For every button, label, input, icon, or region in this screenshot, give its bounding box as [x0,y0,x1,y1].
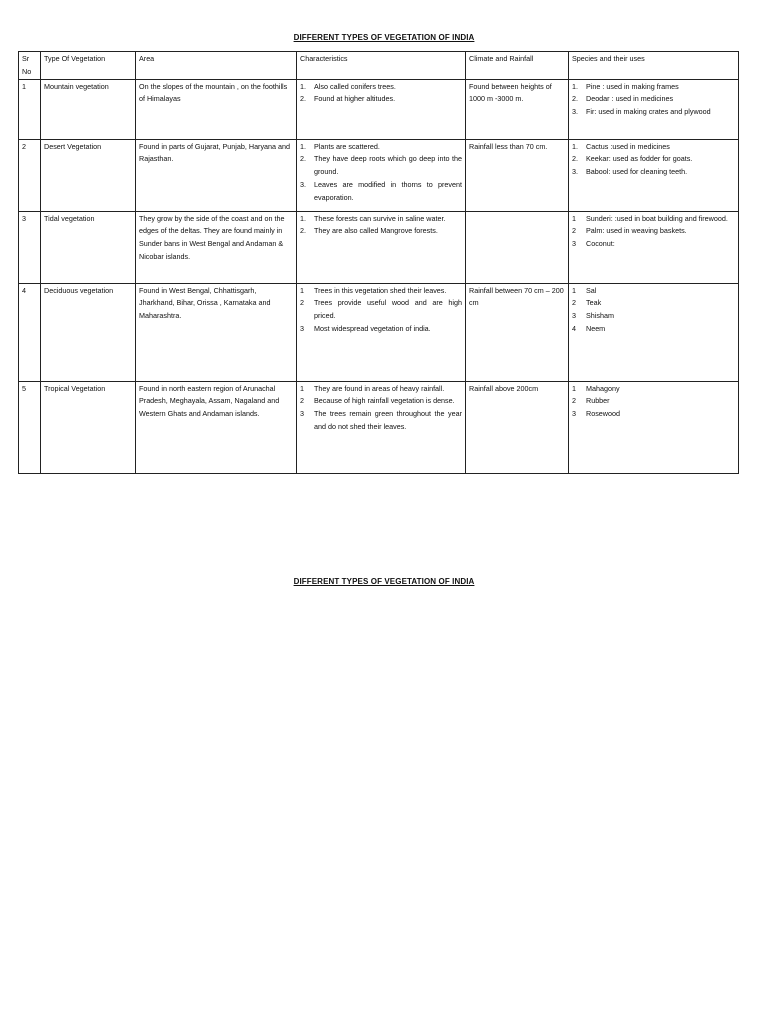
table-row [19,79,739,139]
list-item [572,383,735,396]
list-text: Found at higher altitudes. [314,94,396,104]
cell-area: They grow by the side of the coast and on the edges of the deltas. They are found mainly in Sunder bans in West Bengal and Andaman & Nicobar islands. [136,211,297,283]
list-item [572,285,735,298]
list-item [572,297,735,310]
list-text: These forests can survive in saline water. [314,213,446,223]
list-number: 3. [300,179,306,189]
cell-characteristics [297,283,466,381]
list-text: They are found in areas of heavy rainfall. [314,383,445,393]
list-item [300,395,462,408]
list-number: 3 [300,409,304,419]
list-text: Trees in this vegetation shed their leaves. [314,285,447,295]
list-item [300,141,462,154]
cell-species-list [572,141,735,179]
cell-characteristics-list [300,285,462,336]
list-text: Babool: used for cleaning teeth. [586,167,688,177]
list-item [300,93,462,106]
list-number: 2 [572,226,576,236]
cell-species [569,139,739,211]
list-item [572,93,735,106]
table-row [19,211,739,283]
list-text: They are also called Mangrove forests. [314,226,438,236]
list-number: 3. [572,107,578,117]
list-text: Sunderi: :used in boat building and firewood. [586,213,728,223]
list-text: Palm: used in weaving baskets. [586,226,687,236]
list-number: 1. [300,213,306,223]
list-number: 2. [572,154,578,164]
list-item [572,153,735,166]
list-text: Trees provide useful wood and are high priced. [314,298,462,321]
cell-sr-no: 3 [19,211,41,283]
list-number: 1 [572,383,576,393]
list-number: 3 [572,311,576,321]
list-item [300,408,462,434]
list-text: They have deep roots which go deep into the ground. [314,154,462,177]
list-text: Pine : used in making frames [586,81,679,91]
list-number: 2 [300,396,304,406]
cell-species [569,381,739,473]
list-number: 2 [572,396,576,406]
page-title: DIFFERENT TYPES OF VEGETATION OF INDIA [293,33,475,42]
header-species-uses: Species and their uses [569,52,739,80]
list-text: Because of high rainfall vegetation is dense. [314,396,455,406]
cell-species-list [572,81,735,119]
cell-climate-rainfall: Rainfall above 200cm [466,381,569,473]
table-row [19,283,739,381]
list-item [300,383,462,396]
cell-vegetation-type: Desert Vegetation [41,139,136,211]
list-item [300,153,462,179]
vegetation-table [18,51,739,474]
list-item [300,323,462,336]
list-text: Cactus :used in medicines [586,141,670,151]
list-number: 4 [572,323,576,333]
list-text: Rosewood [586,409,620,419]
list-number: 1 [572,285,576,295]
cell-vegetation-type: Deciduous vegetation [41,283,136,381]
header-characteristics: Characteristics [297,52,466,80]
list-text: Plants are scattered. [314,141,380,151]
list-number: 1 [300,383,304,393]
cell-characteristics [297,79,466,139]
cell-vegetation-type: Tidal vegetation [41,211,136,283]
cell-sr-no: 4 [19,283,41,381]
list-item [572,213,735,226]
list-text: Keekar: used as fodder for goats. [586,154,693,164]
list-number: 1. [572,81,578,91]
list-item [572,106,735,119]
cell-climate-rainfall: Rainfall less than 70 cm. [466,139,569,211]
cell-characteristics [297,381,466,473]
list-item [572,81,735,94]
list-number: 3 [572,409,576,419]
list-item [300,213,462,226]
list-text: Mahagony [586,383,620,393]
table-row [19,381,739,473]
cell-climate-rainfall: Rainfall between 70 cm – 200 cm [466,283,569,381]
cell-species [569,283,739,381]
list-item [572,323,735,336]
cell-area: Found in parts of Gujarat, Punjab, Haryana and Rajasthan. [136,139,297,211]
list-item [572,310,735,323]
list-number: 3 [572,239,576,249]
list-number: 2. [300,94,306,104]
cell-characteristics-list [300,141,462,205]
list-number: 2. [300,226,306,236]
table-header-row [19,52,739,80]
cell-characteristics-list [300,213,462,239]
list-number: 1. [572,141,578,151]
cell-area: Found in West Bengal, Chhattisgarh, Jharkhand, Bihar, Orissa , Karnataka and Maharashtra. [136,283,297,381]
list-number: 2 [300,298,304,308]
list-item [300,81,462,94]
cell-characteristics [297,211,466,283]
cell-sr-no: 1 [19,79,41,139]
list-text: Also called conifers trees. [314,81,396,91]
list-text: Fir: used in making crates and plywood [586,107,711,117]
list-text: The trees remain green throughout the year and do not shed their leaves. [314,409,462,431]
cell-area: Found in north eastern region of Arunachal Pradesh, Meghayala, Assam, Nagaland and Western Ghats and Andaman islands. [136,381,297,473]
cell-species [569,211,739,283]
list-item [300,225,462,238]
list-text: Deodar : used in medicines [586,94,674,104]
list-number: 2 [572,298,576,308]
list-item [572,238,735,251]
cell-species-list [572,383,735,421]
list-item [572,408,735,421]
list-text: Teak [586,298,602,308]
cell-sr-no: 2 [19,139,41,211]
list-text: Leaves are modified in thorns to prevent evaporation. [314,179,462,202]
cell-species [569,79,739,139]
list-item [300,179,462,205]
list-item [300,297,462,323]
list-item [572,395,735,408]
cell-characteristics-list [300,81,462,107]
list-number: 2. [572,94,578,104]
cell-species-list [572,213,735,251]
list-item [572,166,735,179]
header-climate-rainfall: Climate and Rainfall [466,52,569,80]
cell-sr-no: 5 [19,381,41,473]
page-title-repeat: DIFFERENT TYPES OF VEGETATION OF INDIA [293,577,475,586]
header-area: Area [136,52,297,80]
list-text: Rubber [586,396,610,406]
list-number: 1. [300,81,306,91]
list-text: Most widespread vegetation of india. [314,323,431,333]
list-number: 1 [572,213,576,223]
table-row [19,139,739,211]
cell-climate-rainfall [466,211,569,283]
list-number: 1 [300,285,304,295]
list-text: Shisham [586,311,614,321]
list-number: 1. [300,141,306,151]
cell-vegetation-type: Mountain vegetation [41,79,136,139]
cell-climate-rainfall: Found between heights of 1000 m -3000 m. [466,79,569,139]
list-text: Neem [586,323,606,333]
header-sr-no: Sr No [19,52,41,80]
cell-area: On the slopes of the mountain , on the foothills of Himalayas [136,79,297,139]
list-number: 2. [300,154,306,164]
list-text: Coconut: [586,239,615,249]
list-number: 3. [572,167,578,177]
list-text: Sal [586,285,597,295]
cell-characteristics [297,139,466,211]
list-item [572,141,735,154]
header-type: Type Of Vegetation [41,52,136,80]
cell-vegetation-type: Tropical Vegetation [41,381,136,473]
list-item [300,285,462,298]
list-item [572,225,735,238]
cell-characteristics-list [300,383,462,434]
cell-species-list [572,285,735,336]
list-number: 3 [300,323,304,333]
